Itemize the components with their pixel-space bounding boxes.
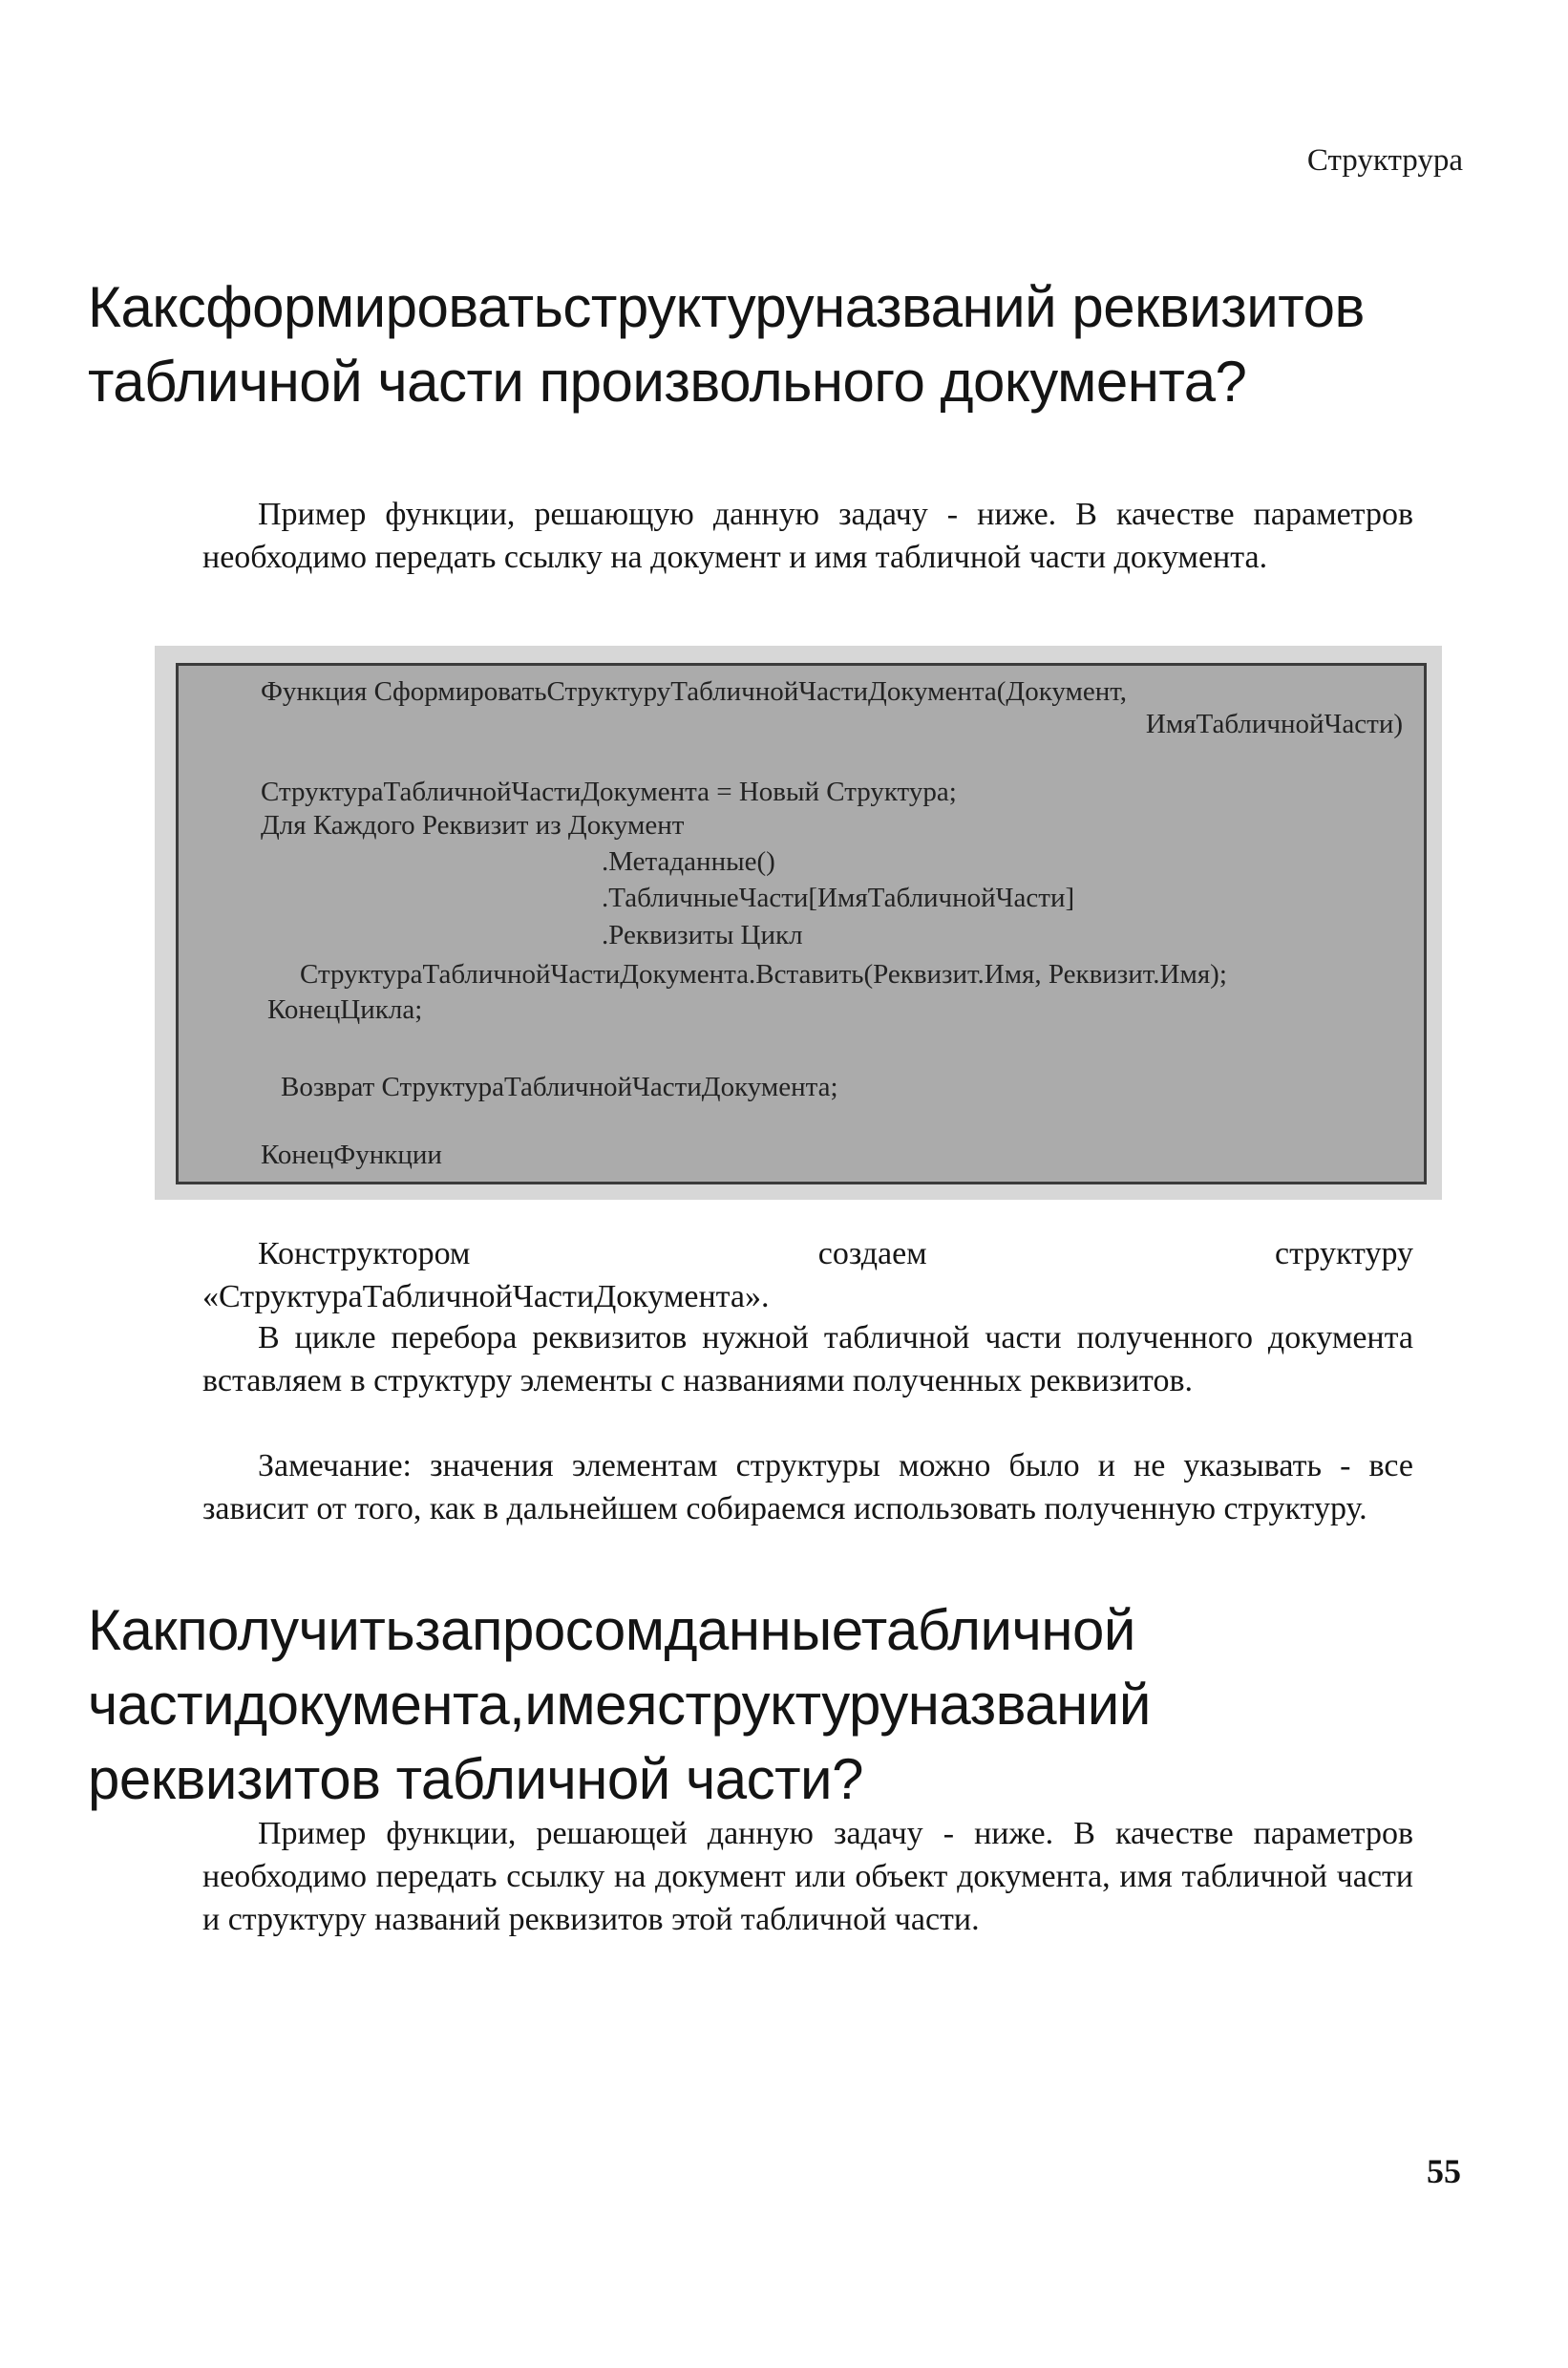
code-line: КонецЦикла;: [267, 994, 423, 1025]
loop-text: В цикле перебора реквизитов нужной табличной части полученного документа вставляем в структуру элементы с названиями полученных реквизитов.: [202, 1320, 1413, 1398]
note-paragraph: [202, 1444, 1413, 1530]
code-line: .Метаданные(): [602, 846, 775, 877]
page-number: 55: [1427, 2152, 1461, 2190]
code-line: СтруктураТабличнойЧастиДокумента.Вставить(Реквизит.Имя, Реквизит.Имя);: [300, 959, 1227, 990]
constructor-line-2: «СтруктураТабличнойЧастиДокумента».: [202, 1279, 770, 1314]
code-line: .Реквизиты Цикл: [602, 920, 803, 950]
code-listing: [176, 663, 1427, 1184]
code-line: Возврат СтруктураТабличнойЧастиДокумента;: [281, 1072, 838, 1102]
intro-text-2: Пример функции, решающей данную задачу - ниже. В качестве параметров необходимо передать ссылку на документ или объект документа, имя табличной части и структуру названий реквизитов этой табличной части.: [202, 1816, 1413, 1937]
code-line: .ТабличныеЧасти[ИмяТабличнойЧасти]: [602, 883, 1075, 913]
constructor-word: Конструктором: [258, 1236, 471, 1271]
section-heading-structure: Каксформироватьструктуруназваний реквизитов табличной части произвольного документа?: [88, 275, 1365, 414]
code-line: СтруктураТабличнойЧастиДокумента = Новый Структура;: [261, 777, 957, 807]
section-heading-query: Какполучитьзапросомданныетабличной частидокумента,имеяструктуруназваний реквизитов табличной части?: [88, 1598, 1151, 1811]
constructor-paragraph: [202, 1232, 1413, 1318]
running-head: Структрура: [1306, 143, 1463, 178]
intro-paragraph-2: [202, 1812, 1413, 1941]
code-line: ИмяТабличнойЧасти): [1145, 709, 1403, 739]
code-line: КонецФункции: [261, 1140, 442, 1170]
code-line: Функция СформироватьСтруктуруТабличнойЧастиДокумента(Документ,: [261, 676, 1128, 707]
constructor-word: создаем: [817, 1236, 927, 1271]
code-line: Для Каждого Реквизит из Документ: [261, 810, 685, 841]
intro-text-1: Пример функции, решающую данную задачу - ниже. В качестве параметров необходимо передать ссылку на документ и имя табличной части документа.: [202, 497, 1413, 575]
intro-paragraph-1: [202, 493, 1413, 579]
loop-paragraph: [202, 1316, 1413, 1402]
note-text: Замечание: значения элементам структуры можно было и не указывать - все зависит от того, как в дальнейшем собираемся использовать полученную структуру.: [202, 1448, 1413, 1526]
constructor-line-1: [202, 1232, 1413, 1275]
constructor-word: структуру: [1275, 1236, 1413, 1271]
